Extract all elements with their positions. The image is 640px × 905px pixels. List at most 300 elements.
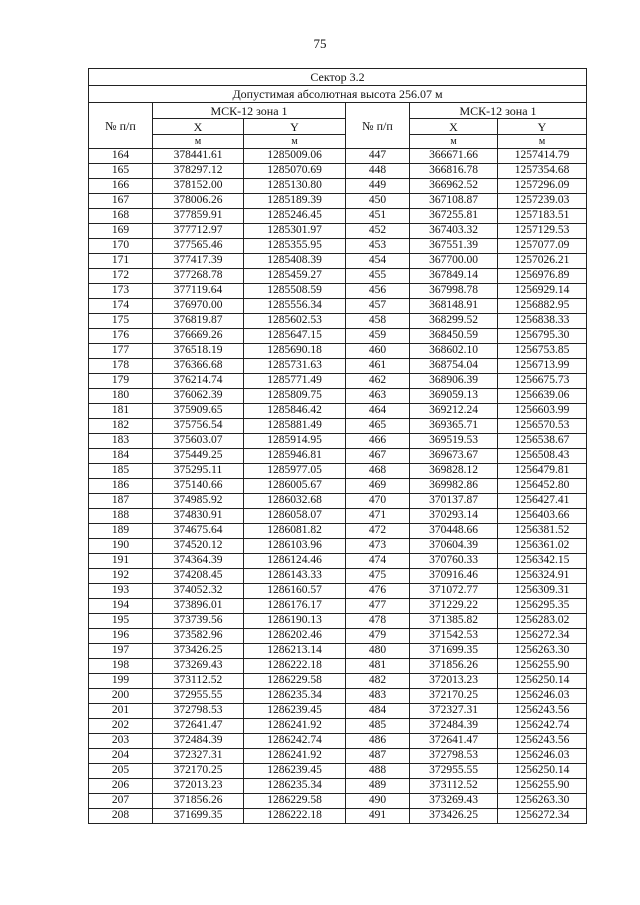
coord-x-left: 378006.26 [153,194,244,209]
coord-y-left: 1285771.49 [244,374,346,389]
coord-x-left: 377565.46 [153,239,244,254]
point-num-right: 481 [346,659,410,674]
point-num-left: 204 [89,749,153,764]
point-num-left: 198 [89,659,153,674]
table-row [89,719,587,734]
coord-x-right: 369212.24 [410,404,498,419]
coord-y-left: 1286235.34 [244,689,346,704]
point-num-left: 175 [89,314,153,329]
point-num-left: 200 [89,689,153,704]
table-row [89,434,587,449]
point-num-right: 477 [346,599,410,614]
point-num-left: 206 [89,779,153,794]
coord-y-right: 1256403.66 [498,509,587,524]
table-row [89,524,587,539]
point-num-left: 179 [89,374,153,389]
point-num-right: 466 [346,434,410,449]
coord-x-right: 371542.53 [410,629,498,644]
unit-x-right: м [410,135,498,149]
coord-y-right: 1256427.41 [498,494,587,509]
point-num-right: 447 [346,149,410,164]
coord-x-right: 371072.77 [410,584,498,599]
coord-y-left: 1286081.82 [244,524,346,539]
coord-y-left: 1286222.18 [244,659,346,674]
table-row [89,299,587,314]
coord-x-left: 376214.74 [153,374,244,389]
coord-y-left: 1285070.69 [244,164,346,179]
point-num-right: 448 [346,164,410,179]
table-row [89,809,587,824]
point-num-right: 487 [346,749,410,764]
point-num-left: 181 [89,404,153,419]
table-row [89,479,587,494]
coord-y-left: 1286241.92 [244,719,346,734]
point-num-left: 171 [89,254,153,269]
point-num-left: 177 [89,344,153,359]
point-num-right: 456 [346,284,410,299]
table-row [89,614,587,629]
table-row [89,569,587,584]
coord-y-left: 1285408.39 [244,254,346,269]
coord-y-right: 1256324.91 [498,569,587,584]
coord-x-right: 369519.53 [410,434,498,449]
point-num-left: 170 [89,239,153,254]
point-num-right: 485 [346,719,410,734]
coord-x-left: 373739.56 [153,614,244,629]
coord-y-right: 1256603.99 [498,404,587,419]
coord-y-left: 1286229.58 [244,794,346,809]
col-header-num-right: № п/п [346,103,410,149]
coord-y-right: 1256753.85 [498,344,587,359]
point-num-left: 193 [89,584,153,599]
point-num-right: 474 [346,554,410,569]
coord-x-right: 371385.82 [410,614,498,629]
table-row [89,179,587,194]
table-row [89,269,587,284]
coord-y-right: 1256250.14 [498,674,587,689]
coord-y-right: 1256538.67 [498,434,587,449]
coord-y-right: 1256381.52 [498,524,587,539]
coord-x-right: 370293.14 [410,509,498,524]
point-num-left: 167 [89,194,153,209]
coord-x-left: 374520.12 [153,539,244,554]
table-row [89,209,587,224]
point-num-right: 472 [346,524,410,539]
coord-y-left: 1286160.57 [244,584,346,599]
coord-y-right: 1256246.03 [498,689,587,704]
coord-x-left: 375603.07 [153,434,244,449]
coord-y-right: 1256250.14 [498,764,587,779]
table-row [89,419,587,434]
coord-x-left: 375449.25 [153,449,244,464]
coord-y-left: 1286239.45 [244,764,346,779]
coord-y-left: 1286032.68 [244,494,346,509]
coord-y-left: 1286103.96 [244,539,346,554]
coord-y-left: 1285914.95 [244,434,346,449]
point-num-left: 182 [89,419,153,434]
point-num-left: 188 [89,509,153,524]
coord-y-left: 1285556.34 [244,299,346,314]
coord-x-right: 368299.52 [410,314,498,329]
coord-x-left: 374052.32 [153,584,244,599]
col-header-x-right: X [410,119,498,135]
point-num-left: 189 [89,524,153,539]
coord-y-left: 1285846.42 [244,404,346,419]
coord-x-right: 368754.04 [410,359,498,374]
coord-x-left: 372484.39 [153,734,244,749]
point-num-right: 462 [346,374,410,389]
coord-y-right: 1256242.74 [498,719,587,734]
coord-x-left: 378441.61 [153,149,244,164]
point-num-right: 482 [346,674,410,689]
point-num-left: 195 [89,614,153,629]
coord-y-right: 1257129.53 [498,224,587,239]
coord-x-right: 370448.66 [410,524,498,539]
point-num-right: 484 [346,704,410,719]
coord-y-right: 1256713.99 [498,359,587,374]
coord-y-left: 1286235.34 [244,779,346,794]
unit-x-left: м [153,135,244,149]
coord-x-left: 372955.55 [153,689,244,704]
table-row [89,494,587,509]
coord-y-left: 1285809.75 [244,389,346,404]
coord-y-right: 1256272.34 [498,809,587,824]
coord-y-right: 1256479.81 [498,464,587,479]
unit-y-right: м [498,135,587,149]
point-num-left: 178 [89,359,153,374]
coord-y-right: 1256976.89 [498,269,587,284]
point-num-right: 480 [346,644,410,659]
point-num-right: 488 [346,764,410,779]
table-row [89,749,587,764]
coord-x-right: 366816.78 [410,164,498,179]
coord-x-left: 378152.00 [153,179,244,194]
coord-x-left: 377712.97 [153,224,244,239]
point-num-left: 172 [89,269,153,284]
coord-x-left: 373112.52 [153,674,244,689]
col-header-x-left: X [153,119,244,135]
coord-x-right: 370604.39 [410,539,498,554]
coord-x-left: 374208.45 [153,569,244,584]
point-num-left: 196 [89,629,153,644]
point-num-right: 483 [346,689,410,704]
coord-x-left: 372170.25 [153,764,244,779]
coord-x-right: 371229.22 [410,599,498,614]
point-num-right: 479 [346,629,410,644]
coord-x-right: 366671.66 [410,149,498,164]
point-num-right: 489 [346,779,410,794]
coord-x-right: 369365.71 [410,419,498,434]
coord-x-right: 371856.26 [410,659,498,674]
point-num-left: 164 [89,149,153,164]
coord-y-right: 1256929.14 [498,284,587,299]
coord-x-right: 372955.55 [410,764,498,779]
coord-y-right: 1257183.51 [498,209,587,224]
table-body [89,149,587,824]
coord-x-left: 375295.11 [153,464,244,479]
point-num-right: 452 [346,224,410,239]
coord-x-right: 367849.14 [410,269,498,284]
point-num-left: 186 [89,479,153,494]
table-row [89,734,587,749]
coord-y-right: 1256243.56 [498,704,587,719]
coord-y-left: 1286213.14 [244,644,346,659]
point-num-left: 203 [89,734,153,749]
coord-x-right: 370916.46 [410,569,498,584]
table-row [89,779,587,794]
table-row [89,554,587,569]
table-row [89,464,587,479]
coord-x-right: 371699.35 [410,644,498,659]
coord-x-left: 373896.01 [153,599,244,614]
coord-x-right: 372170.25 [410,689,498,704]
point-num-left: 205 [89,764,153,779]
point-num-left: 187 [89,494,153,509]
unit-y-left: м [244,135,346,149]
table-row [89,359,587,374]
table-row [89,149,587,164]
coord-x-right: 367255.81 [410,209,498,224]
coordinates-table [88,68,587,824]
coord-y-left: 1285459.27 [244,269,346,284]
point-num-left: 199 [89,674,153,689]
coord-y-left: 1285881.49 [244,419,346,434]
point-num-right: 459 [346,329,410,344]
coord-x-right: 373426.25 [410,809,498,824]
coord-y-left: 1286190.13 [244,614,346,629]
point-num-right: 449 [346,179,410,194]
coord-x-left: 373426.25 [153,644,244,659]
coord-x-left: 373269.43 [153,659,244,674]
coord-y-left: 1286058.07 [244,509,346,524]
coord-y-left: 1285731.63 [244,359,346,374]
coord-x-right: 367700.00 [410,254,498,269]
table-row [89,629,587,644]
coord-x-left: 375756.54 [153,419,244,434]
point-num-right: 451 [346,209,410,224]
point-num-left: 190 [89,539,153,554]
col-header-y-right: Y [498,119,587,135]
point-num-left: 168 [89,209,153,224]
coord-x-left: 376819.87 [153,314,244,329]
coord-y-left: 1286005.67 [244,479,346,494]
point-num-left: 194 [89,599,153,614]
coord-y-left: 1285690.18 [244,344,346,359]
table-row [89,239,587,254]
coord-y-right: 1256508.43 [498,449,587,464]
coord-y-right: 1257414.79 [498,149,587,164]
coord-y-right: 1257026.21 [498,254,587,269]
point-num-right: 473 [346,539,410,554]
point-num-right: 458 [346,314,410,329]
coord-y-right: 1256263.30 [498,794,587,809]
coord-y-left: 1286241.92 [244,749,346,764]
coord-x-left: 371699.35 [153,809,244,824]
coord-x-left: 375140.66 [153,479,244,494]
coord-x-right: 369059.13 [410,389,498,404]
table-row [89,389,587,404]
table-row [89,674,587,689]
coord-x-left: 372327.31 [153,749,244,764]
coord-x-left: 377417.39 [153,254,244,269]
coord-x-right: 367998.78 [410,284,498,299]
point-num-right: 463 [346,389,410,404]
coord-x-right: 367551.39 [410,239,498,254]
table-row [89,449,587,464]
coord-y-right: 1256452.80 [498,479,587,494]
point-num-left: 185 [89,464,153,479]
coord-x-right: 368450.59 [410,329,498,344]
table-row [89,764,587,779]
point-num-right: 453 [346,239,410,254]
point-num-left: 192 [89,569,153,584]
coord-y-left: 1286143.33 [244,569,346,584]
table-row [89,599,587,614]
coord-y-right: 1256295.35 [498,599,587,614]
coord-y-left: 1286124.46 [244,554,346,569]
coord-y-right: 1256342.15 [498,554,587,569]
table-row [89,164,587,179]
coord-y-right: 1256243.56 [498,734,587,749]
coord-x-right: 370760.33 [410,554,498,569]
coord-x-left: 377859.91 [153,209,244,224]
coord-x-right: 368906.39 [410,374,498,389]
coord-y-right: 1257354.68 [498,164,587,179]
point-num-left: 174 [89,299,153,314]
coord-x-left: 377268.78 [153,269,244,284]
point-num-right: 450 [346,194,410,209]
table-row [89,284,587,299]
table-row [89,404,587,419]
point-num-left: 201 [89,704,153,719]
point-num-left: 183 [89,434,153,449]
point-num-right: 490 [346,794,410,809]
col-header-system-right: МСК-12 зона 1 [410,103,587,119]
point-num-right: 467 [346,449,410,464]
coord-x-right: 372013.23 [410,674,498,689]
point-num-right: 455 [346,269,410,284]
coord-x-left: 378297.12 [153,164,244,179]
table-row [89,224,587,239]
point-num-right: 464 [346,404,410,419]
point-num-right: 476 [346,584,410,599]
table-row [89,794,587,809]
point-num-right: 471 [346,509,410,524]
coord-x-left: 376366.68 [153,359,244,374]
coord-y-right: 1256255.90 [498,779,587,794]
coord-y-right: 1256272.34 [498,629,587,644]
table-row [89,314,587,329]
coord-y-left: 1286222.18 [244,809,346,824]
col-header-y-left: Y [244,119,346,135]
table-row [89,194,587,209]
table-row [89,689,587,704]
coord-y-left: 1286176.17 [244,599,346,614]
coord-y-right: 1256246.03 [498,749,587,764]
coord-x-left: 376970.00 [153,299,244,314]
coord-x-right: 368148.91 [410,299,498,314]
coord-x-right: 372641.47 [410,734,498,749]
coord-y-left: 1286229.58 [244,674,346,689]
point-num-right: 491 [346,809,410,824]
coord-y-right: 1256882.95 [498,299,587,314]
point-num-right: 468 [346,464,410,479]
coord-x-left: 374675.64 [153,524,244,539]
coord-y-right: 1256263.30 [498,644,587,659]
point-num-right: 460 [346,344,410,359]
coord-x-right: 369828.12 [410,464,498,479]
coord-y-right: 1256255.90 [498,659,587,674]
coord-x-left: 374985.92 [153,494,244,509]
coord-y-left: 1285946.81 [244,449,346,464]
coord-x-left: 376669.26 [153,329,244,344]
point-num-left: 197 [89,644,153,659]
coord-x-left: 372641.47 [153,719,244,734]
coord-x-left: 372798.53 [153,704,244,719]
point-num-right: 486 [346,734,410,749]
coord-y-left: 1286202.46 [244,629,346,644]
coord-y-left: 1285246.45 [244,209,346,224]
point-num-left: 191 [89,554,153,569]
point-num-left: 169 [89,224,153,239]
coord-x-right: 366962.52 [410,179,498,194]
coord-y-right: 1256361.02 [498,539,587,554]
coord-x-right: 369982.86 [410,479,498,494]
table-row [89,584,587,599]
coord-x-left: 372013.23 [153,779,244,794]
coord-y-left: 1285130.80 [244,179,346,194]
coord-x-left: 377119.64 [153,284,244,299]
coord-x-left: 376062.39 [153,389,244,404]
coord-x-left: 374830.91 [153,509,244,524]
coord-y-left: 1286239.45 [244,704,346,719]
point-num-left: 166 [89,179,153,194]
coord-x-right: 370137.87 [410,494,498,509]
coord-x-right: 369673.67 [410,449,498,464]
coord-x-right: 367403.32 [410,224,498,239]
point-num-right: 470 [346,494,410,509]
coord-y-left: 1285189.39 [244,194,346,209]
coord-x-left: 376518.19 [153,344,244,359]
coord-x-left: 374364.39 [153,554,244,569]
table-row [89,509,587,524]
coord-y-right: 1257077.09 [498,239,587,254]
point-num-right: 454 [346,254,410,269]
coord-x-right: 373269.43 [410,794,498,809]
table-row [89,254,587,269]
coord-y-right: 1257296.09 [498,179,587,194]
coord-y-right: 1256675.73 [498,374,587,389]
point-num-right: 457 [346,299,410,314]
coord-y-right: 1257239.03 [498,194,587,209]
table-title: Сектор 3.2 [89,69,587,86]
coord-x-right: 373112.52 [410,779,498,794]
point-num-left: 176 [89,329,153,344]
coord-y-right: 1256838.33 [498,314,587,329]
coord-x-right: 372327.31 [410,704,498,719]
point-num-right: 461 [346,359,410,374]
table-row [89,329,587,344]
point-num-left: 173 [89,284,153,299]
coord-y-left: 1285301.97 [244,224,346,239]
point-num-left: 202 [89,719,153,734]
coord-x-right: 368602.10 [410,344,498,359]
table-row [89,539,587,554]
point-num-right: 478 [346,614,410,629]
point-num-right: 469 [346,479,410,494]
page-number: 75 [313,36,327,51]
table-row [89,659,587,674]
